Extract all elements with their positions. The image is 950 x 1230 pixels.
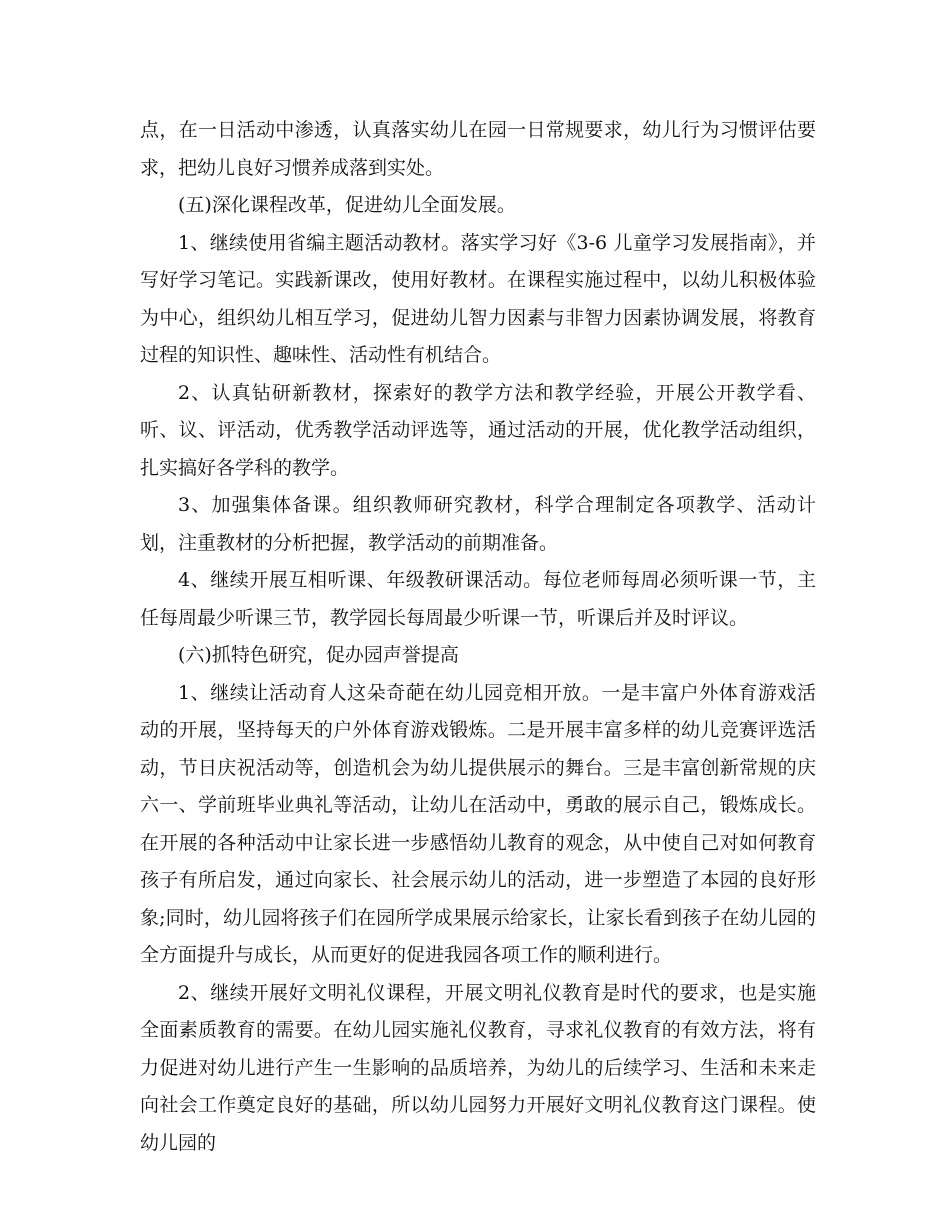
paragraph-6-2: 2、继续开展好文明礼仪课程，开展文明礼仪教育是时代的要求，也是实施全面素质教育的需要。在幼儿园实施礼仪教育，寻求礼仪教育的有效方法，将有力促进对幼儿进行产生一生影响的品质培养，为幼儿的后续学习、生活和未来走向社会工作奠定良好的基础，所以幼儿园努力开展好文明礼仪教育这门课程。使幼儿园的 [140,981,816,1154]
paragraph-5-3: 3、加强集体备课。组织教师研究教材，科学合理制定各项教学、活动计划，注重教材的分析把握，教学活动的前期准备。 [140,494,816,554]
section-heading-5: (五)深化课程改革，促进幼儿全面发展。 [178,194,516,216]
section-heading-6: (六)抓特色研究，促办园声誉提高 [178,644,459,666]
paragraph-5-4: 4、继续开展互相听课、年级教研课活动。每位老师每周必须听课一节，主任每周最少听课三节，教学园长每周最少听课一节，听课后并及时评议。 [140,569,816,629]
document-body [140,112,816,1162]
paragraph-5-1: 1、继续使用省编主题活动教材。落实学习好《3-6 儿童学习发展指南》，并写好学习笔记。实践新课改，使用好教材。在课程实施过程中，以幼儿积极体验为中心，组织幼儿相互学习，促进幼儿智力因素与非智力因素协调发展，将教育过程的知识性、趣味性、活动性有机结合。 [140,231,816,366]
paragraph-continued: 点，在一日活动中渗透，认真落实幼儿在园一日常规要求，幼儿行为习惯评估要求，把幼儿良好习惯养成落到实处。 [140,119,816,179]
paragraph-5-2: 2、认真钻研新教材，探索好的教学方法和教学经验，开展公开教学看、听、议、评活动，优秀教学活动评选等，通过活动的开展，优化教学活动组织，扎实搞好各学科的教学。 [140,381,816,479]
paragraph-6-1: 1、继续让活动育人这朵奇葩在幼儿园竞相开放。一是丰富户外体育游戏活动的开展，坚持每天的户外体育游戏锻炼。二是开展丰富多样的幼儿竞赛评选活动，节日庆祝活动等，创造机会为幼儿提供展示的舞台。三是丰富创新常规的庆六一、学前班毕业典礼等活动，让幼儿在活动中，勇敢的展示自己，锻炼成长。在开展的各种活动中让家长进一步感悟幼儿教育的观念，从中使自己对如何教育孩子有所启发，通过向家长、社会展示幼儿的活动，进一步塑造了本园的良好形象;同时，幼儿园将孩子们在园所学成果展示给家长，让家长看到孩子在幼儿园的全方面提升与成长，从而更好的促进我园各项工作的顺利进行。 [140,681,816,966]
